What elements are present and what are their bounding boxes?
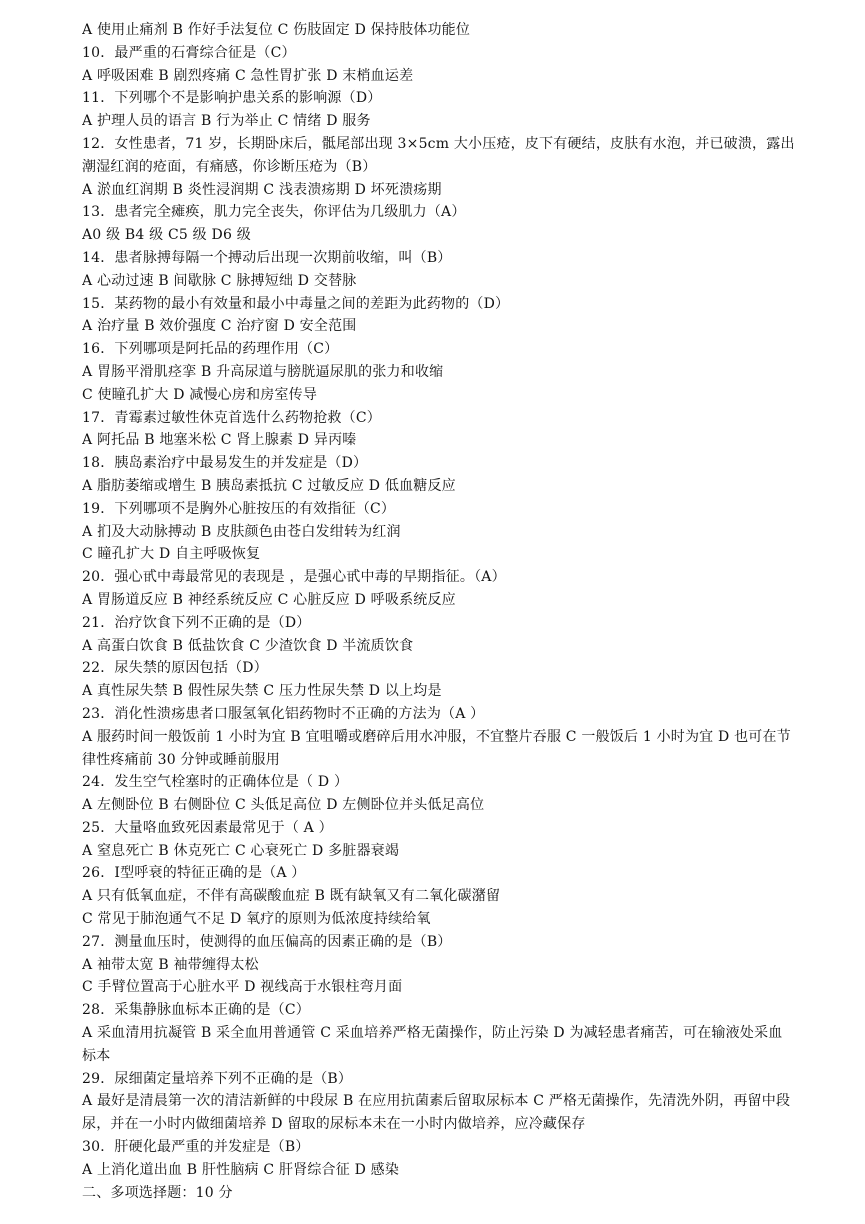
question-line: 23．消化性溃疡患者口服氢氧化铝药物时不正确的方法为（A ）: [82, 705, 485, 722]
options-line: A 真性尿失禁 B 假性尿失禁 C 压力性尿失禁 D 以上均是: [82, 683, 442, 700]
options-line: A 上消化道出血 B 肝性脑病 C 肝肾综合征 D 感染: [82, 1161, 400, 1178]
question-line: 24．发生空气栓塞时的正确体位是（ D ）: [82, 774, 349, 791]
options-line: A 胃肠道反应 B 神经系统反应 C 心脏反应 D 呼吸系统反应: [82, 591, 456, 608]
options-line: C 常见于肺泡通气不足 D 氧疗的原则为低浓度持续给氧: [82, 911, 431, 928]
question-line: 29．尿细菌定量培养下列不正确的是（B）: [82, 1070, 353, 1087]
question-line: 22．尿失禁的原因包括（D）: [82, 660, 268, 677]
question-line: 12．女性患者，71 岁，长期卧床后，骶尾部出现 3×5cm 大小压疮，皮下有硬结，皮肤有水泡，并已破溃，露出潮湿红润的疮面，有痛感，你诊断压疮为（B）: [82, 135, 795, 175]
question-line: 25．大量咯血致死因素最常见于（ A ）: [82, 819, 333, 836]
options-line: A 最好是清晨第一次的清洁新鲜的中段尿 B 在应用抗菌素后留取尿标本 C 严格无菌操作，先清洗外阴，再留中段尿，并在一小时内做细菌培养 D 留取的尿标本未在一小时内做培养，应冷藏保存: [82, 1093, 791, 1133]
question-line: 30．肝硬化最严重的并发症是（B）: [82, 1139, 310, 1156]
options-line: A 胃肠平滑肌痉挛 B 升高尿道与膀胱逼尿肌的张力和收缩: [82, 363, 444, 380]
question-line: 19．下列哪项不是胸外心脏按压的有效指征（C）: [82, 500, 396, 517]
options-line: A 只有低氧血症，不伴有高碳酸血症 B 既有缺氧又有二氧化碳潴留: [82, 888, 501, 905]
question-line: 21．治疗饮食下列不正确的是（D）: [82, 614, 311, 631]
question-line: 15．某药物的最小有效量和最小中毒量之间的差距为此药物的（D）: [82, 295, 510, 312]
section-heading: 二、多项选择题：10 分: [82, 1184, 233, 1201]
question-line: 13．患者完全瘫痪，肌力完全丧失，你评估为几级肌力（A）: [82, 204, 466, 221]
question-line: 11．下列哪个不是影响护患关系的影响源（D）: [82, 90, 382, 107]
options-line: A 心动过速 B 间歇脉 C 脉搏短绌 D 交替脉: [82, 272, 357, 289]
options-line: C 使瞳孔扩大 D 减慢心房和房室传导: [82, 386, 318, 403]
options-line: A 高蛋白饮食 B 低盐饮食 C 少渣饮食 D 半流质饮食: [82, 637, 414, 654]
question-line: 26．Ⅰ型呼衰的特征正确的是（A ）: [82, 865, 306, 882]
question-line: 28．采集静脉血标本正确的是（C）: [82, 1002, 310, 1019]
options-line: C 瞳孔扩大 D 自主呼吸恢复: [82, 546, 261, 563]
question-line: 16．下列哪项是阿托品的药理作用（C）: [82, 341, 339, 358]
options-line: A 脂肪萎缩或增生 B 胰岛素抵抗 C 过敏反应 D 低血糖反应: [82, 477, 456, 494]
question-line: 14．患者脉搏每隔一个搏动后出现一次期前收缩，叫（B）: [82, 249, 452, 266]
options-line: A 使用止痛剂 B 作好手法复位 C 伤肢固定 D 保持肢体功能位: [82, 22, 471, 38]
options-line: C 手臂位置高于心脏水平 D 视线高于水银柱弯月面: [82, 979, 403, 996]
options-line: A 左侧卧位 B 右侧卧位 C 头低足高位 D 左侧卧位并头低足高位: [82, 797, 485, 814]
options-line: A 扪及大动脉搏动 B 皮肤颜色由苍白发绀转为红润: [82, 523, 401, 540]
options-line: A 治疗量 B 效价强度 C 治疗窗 D 安全范围: [82, 318, 357, 335]
options-line: A 淤血红润期 B 炎性浸润期 C 浅表溃疡期 D 坏死溃疡期: [82, 181, 442, 198]
options-line: A0 级 B4 级 C5 级 D6 级: [82, 227, 251, 244]
question-line: 18．胰岛素治疗中最易发生的并发症是（D）: [82, 455, 368, 472]
question-line: 17．青霉素过敏性休克首选什么药物抢救（C）: [82, 409, 381, 426]
options-line: A 服药时间一般饭前 1 小时为宜 B 宜咀嚼或磨碎后用水冲服，不宜整片吞服 C 一般饭后 1 小时为宜 D 也可在节律性疼痛前 30 分钟或睡前服用: [82, 728, 791, 768]
options-line: A 采血清用抗凝管 B 采全血用普通管 C 采血培养严格无菌操作，防止污染 D 为减轻患者痛苦，可在输液处采血标本: [82, 1025, 783, 1064]
options-line: A 袖带太宽 B 袖带缠得太松: [82, 956, 259, 973]
question-line: 10．最严重的石膏综合征是（C）: [82, 44, 296, 61]
question-line: 20．强心甙中毒最常见的表现是 ，是强心甙中毒的早期指征。（A）: [82, 569, 506, 586]
options-line: A 阿托品 B 地塞米松 C 肾上腺素 D 异丙嗪: [82, 432, 357, 449]
options-line: A 呼吸困难 B 剧烈疼痛 C 急性胃扩张 D 末梢血运差: [82, 67, 414, 84]
options-line: A 护理人员的语言 B 行为举止 C 情绪 D 服务: [82, 113, 371, 130]
options-line: A 窒息死亡 B 休克死亡 C 心衰死亡 D 多脏器衰竭: [82, 842, 400, 859]
question-line: 27．测量血压时，使测得的血压偏高的因素正确的是（B）: [82, 933, 452, 950]
